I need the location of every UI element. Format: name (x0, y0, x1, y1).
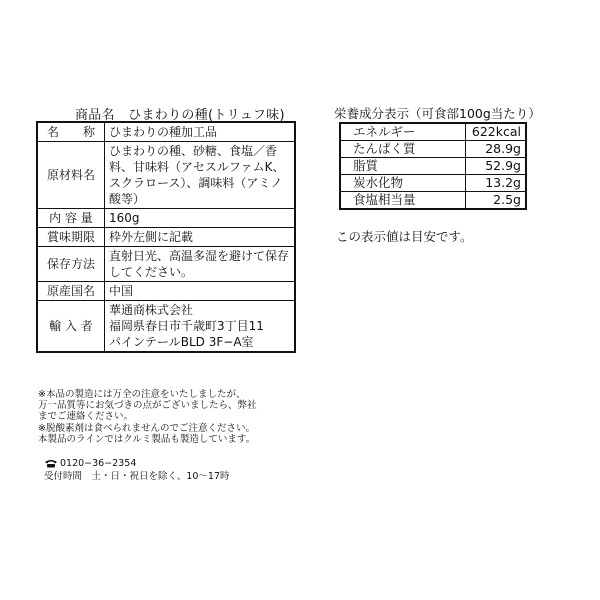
note-line: ※本品の製造には万全の注意をいたしましたが、 (38, 389, 246, 400)
caution-notes (38, 389, 257, 445)
info-label-name: 名 称 (37, 122, 105, 142)
nutrition-row-fat (340, 158, 526, 175)
info-label-importer: 輸 入 者 (37, 301, 105, 353)
hours-row: 受付時間 土・日・祝日を除く、10〜17時 (44, 470, 230, 482)
phone-icon (44, 459, 58, 468)
info-row-expiry (37, 228, 295, 247)
nutrition-label: 食塩相当量 (340, 192, 466, 210)
phone-row (44, 458, 230, 471)
info-row-storage (37, 247, 295, 282)
nutrition-label: エネルギー (340, 123, 466, 141)
nutrition-value: 13.2g (466, 175, 527, 192)
nutrition-row-salt (340, 192, 526, 210)
info-value-origin: 中国 (105, 282, 296, 301)
nutrition-row-energy (340, 123, 526, 141)
product-info-table (36, 121, 296, 353)
nutrition-label: 炭水化物 (340, 175, 466, 192)
nutrition-row-protein (340, 141, 526, 158)
info-row-origin (37, 282, 295, 301)
info-row-name (37, 122, 295, 142)
info-label-ingredients: 原材料名 (37, 142, 105, 209)
nutrition-value: 52.9g (466, 158, 527, 175)
info-value-storage: 直射日光、高温多湿を避けて保存してください。 (105, 247, 296, 282)
info-row-ingredients (37, 142, 295, 209)
info-label-origin: 原産国名 (37, 282, 105, 301)
note-line: ※脱酸素剤は食べられませんのでご注意ください。 (38, 422, 255, 434)
info-value-expiry: 枠外左側に記載 (105, 228, 296, 247)
info-value-name: ひまわりの種加工品 (105, 122, 296, 142)
info-label-storage: 保存方法 (37, 247, 105, 282)
nutrition-table (339, 122, 527, 210)
info-row-importer (37, 301, 295, 353)
info-label-quantity: 内 容 量 (37, 209, 105, 228)
nutrition-label: たんぱく質 (340, 141, 466, 158)
info-label-expiry: 賞味期限 (37, 228, 105, 247)
nutrition-row-carbohydrate (340, 175, 526, 192)
contact-info (44, 458, 230, 483)
note-line: までご連絡ください。 (38, 411, 134, 423)
nutrition-title: 栄養成分表示（可食部100g当たり） (334, 106, 541, 121)
note-line: 万一品質等にお気づきの点がございましたら、弊社 (38, 400, 257, 412)
product-title: 商品名 ひまわりの種(トリュフ味) (75, 108, 285, 123)
info-value-quantity: 160g (105, 209, 296, 228)
nutrition-label: 脂質 (340, 158, 466, 175)
nutrition-value: 2.5g (466, 192, 527, 210)
note-line: 本製品のラインではクルミ製品も製造しています。 (38, 433, 256, 445)
info-value-importer: 華通商株式会社 福岡県春日市千歳町3丁目11 パインテールBLD 3F−A室 (105, 301, 296, 353)
phone-number: 0120−36−2354 (60, 458, 137, 469)
info-value-ingredients: ひまわりの種、砂糖、食塩／香料、甘味料（アセスルファムK、スクラロース）、調味料（アミノ酸等） (105, 142, 296, 209)
nutrition-value: 622kcal (466, 123, 527, 141)
nutrition-note: この表示値は目安です。 (336, 229, 473, 244)
nutrition-value: 28.9g (466, 141, 527, 158)
info-row-quantity (37, 209, 295, 228)
